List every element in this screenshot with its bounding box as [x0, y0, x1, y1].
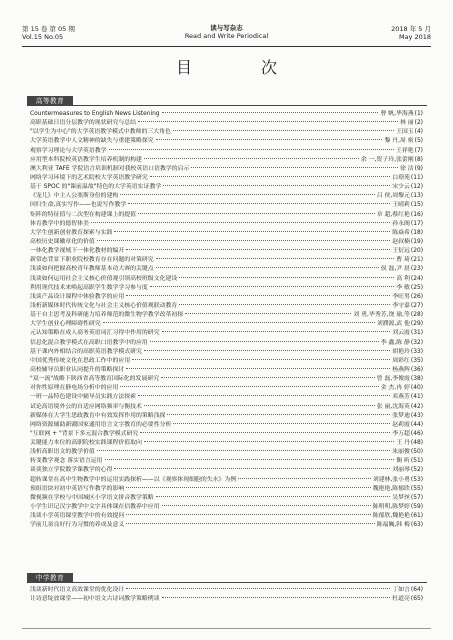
toc-entry[interactable]: [30, 247, 423, 256]
toc-entry[interactable]: [30, 192, 423, 201]
toc-entry-page: (40): [410, 385, 423, 392]
page-title: 目 次: [175, 58, 310, 77]
toc-entry-page: (15): [410, 202, 423, 209]
dot-leader: [179, 277, 394, 278]
toc-entry-author: 李旺男: [392, 293, 410, 300]
toc-entry-author: 李万超: [392, 430, 410, 437]
toc-entry[interactable]: [30, 375, 423, 384]
toc-entry-page: (9): [414, 165, 423, 172]
toc-entry-title: 矩阵的特征值与二次型在构建课上的提值: [30, 211, 137, 218]
toc-entry-author: 侯 磊,尹 晨: [380, 266, 410, 273]
dot-leader: [138, 121, 398, 122]
toc-entry-title: "以学生为中心"的大学英语教学模式中教师的三大角色: [30, 129, 171, 136]
section-label-secondary-education: 中学教育: [27, 573, 73, 583]
dot-leader: [97, 240, 390, 241]
dot-leader: [162, 112, 379, 113]
toc-entry[interactable]: [30, 302, 423, 311]
toc-entry[interactable]: [30, 256, 423, 265]
dot-leader: [126, 514, 370, 515]
toc-entry[interactable]: [30, 147, 423, 156]
toc-entry-page: (52): [410, 467, 423, 474]
dot-leader: [150, 286, 394, 287]
toc-entry-page: (21): [410, 257, 423, 264]
toc-entry[interactable]: [30, 448, 423, 457]
toc-entry-author: 林 丽: [399, 120, 414, 127]
toc-entry-title: 澳大利亚 TAFE 学院语言培训机制对我校英语口语教学的启示: [30, 165, 190, 172]
dot-leader: [144, 405, 375, 406]
journal-name: [22, 24, 431, 40]
toc-entry-title: 浅析新媒体时代传统文化与社会主义核心价值观联动教育: [30, 302, 178, 309]
toc-entry[interactable]: [30, 284, 423, 293]
dot-leader: [173, 130, 394, 131]
toc-entry-title: 关键能力本位的高职院校实践课程价值取向: [30, 440, 142, 447]
toc-entry-title: 高校辅导员职业认同提升的策略探讨: [30, 366, 125, 373]
dot-leader: [138, 213, 375, 214]
toc-entry-title: 网络资源辅助新疆国家通用语言文字教育的必要性分析: [30, 421, 172, 428]
toc-list-secondary-education: [30, 586, 423, 604]
toc-entry[interactable]: [30, 457, 423, 466]
dot-leader: [126, 523, 374, 524]
toc-entry-title: 浅谈小学英语课堂教学中的有效提问: [30, 513, 125, 520]
dot-leader: [120, 194, 374, 195]
dot-leader: [191, 167, 398, 168]
toc-entry-title: 浅谈产品设计课程中体验教学的应用: [30, 293, 125, 300]
toc-entry-page: (33): [410, 348, 423, 355]
toc-entry[interactable]: [30, 329, 423, 338]
dot-leader: [105, 459, 395, 460]
toc-entry-author: 赵莉霞: [392, 421, 410, 428]
dot-leader: [120, 386, 378, 387]
toc-entry-page: (25): [410, 284, 423, 291]
toc-entry[interactable]: [30, 238, 423, 247]
toc-entry-title: 试论高语境外公的自适应网络频率与衡技术: [30, 403, 142, 410]
issue-date: [391, 26, 431, 41]
toc-entry[interactable]: [30, 156, 423, 165]
toc-entry-page: (55): [410, 485, 423, 492]
toc-entry-title: 新常态背景下职业院校教育存在问题的对策研究: [30, 257, 154, 264]
footer-divider: [22, 628, 431, 629]
journal-name-cn: 读与写杂志: [210, 24, 243, 32]
toc-entry-page: (53): [410, 476, 423, 483]
toc-entry-author: 刘云霞: [392, 330, 410, 337]
dot-leader: [140, 432, 390, 433]
toc-entry[interactable]: [30, 412, 423, 421]
toc-entry-author: 衡 昕: [396, 458, 410, 465]
toc-entry[interactable]: [30, 393, 423, 402]
toc-entry[interactable]: [30, 183, 423, 192]
toc-entry-author: 高 利: [396, 275, 410, 282]
toc-entry-author: 陈明明,陈梦婷: [372, 504, 410, 511]
toc-entry-author: 陈焱希: [392, 229, 410, 236]
toc-entry-title: 让诗意绽放课堂——初中语文古诗词教学策略例谈: [30, 596, 160, 603]
toc-entry-page: (59): [410, 504, 423, 511]
toc-entry-author: 孙永阁: [392, 220, 410, 227]
toc-entry-page: (65): [410, 596, 423, 603]
dot-leader: [156, 267, 379, 268]
toc-entry-author: 刘濮源,武 他: [376, 321, 410, 328]
toc-entry[interactable]: [30, 311, 423, 320]
toc-entry-author: 邓燕芳: [392, 394, 410, 401]
toc-entry-author: 朱丽俊: [392, 449, 410, 456]
toc-entry-author: 王衍远: [392, 248, 410, 255]
toc-entry-page: (44): [410, 421, 423, 428]
dot-leader: [156, 258, 395, 259]
journal-name-en: Read and Write Periodical: [184, 32, 269, 40]
toc-entry-page: (38): [410, 376, 423, 383]
toc-entry-page: (1): [414, 111, 423, 117]
dot-leader: [103, 322, 375, 323]
dot-leader: [238, 478, 371, 479]
toc-entry-author: 李守嘉: [392, 302, 410, 309]
toc-entry-page: (36): [410, 366, 423, 373]
toc-entry-author: 金 杰,冉 婷: [380, 385, 410, 392]
dot-leader: [156, 496, 391, 497]
toc-entry-author: 张 丽,沈海英: [376, 403, 410, 410]
dot-leader: [126, 368, 390, 369]
toc-entry[interactable]: [30, 165, 423, 174]
toc-entry-page: (32): [410, 339, 423, 346]
section-divider: [73, 105, 427, 106]
toc-entry-title: 谈谈独立学院数学课教学的心得: [30, 467, 113, 474]
toc-entry[interactable]: [30, 320, 423, 329]
toc-entry-page: (63): [410, 522, 423, 529]
toc-entry[interactable]: [30, 110, 423, 119]
dot-leader: [163, 185, 390, 186]
toc-entry-page: (57): [410, 494, 423, 501]
toc-entry[interactable]: [30, 494, 423, 503]
toc-entry-title: 观察学习理论与大学英语教学: [30, 147, 107, 154]
toc-entry-page: (43): [410, 412, 423, 419]
toc-entry-author: 王国玉: [395, 129, 414, 136]
toc-entry-author: 王祥艳: [395, 147, 414, 154]
toc-entry-title: 一班一品特色建设中辅导员实践方法探索: [30, 394, 137, 401]
dot-leader: [128, 203, 390, 204]
toc-entry-title: 微视频在学校与中国城区小学语文拼音教学策略: [30, 494, 154, 501]
toc-entry-author: 徐 洁: [399, 165, 414, 172]
toc-entry[interactable]: [30, 485, 423, 494]
toc-entry-page: (31): [410, 330, 423, 337]
toc-entry-page: (48): [410, 440, 423, 447]
toc-entry-author: 宋少云: [392, 184, 410, 191]
toc-entry-author: 刘 勇,毕秀芳,饶 瑜,等: [353, 312, 410, 319]
toc-entry-title: 浅谈新时代语文高效课堂的优化设计: [30, 587, 125, 593]
toc-entry-page: (35): [410, 357, 423, 364]
toc-entry-page: (7): [414, 147, 423, 154]
toc-entry-author: 李 鑫,陈 静: [380, 339, 410, 346]
toc-entry-title: 信息化混合教学模式在高职口语教学中的应用: [30, 339, 148, 346]
toc-entry-page: (51): [410, 458, 423, 465]
toc-entry[interactable]: [30, 466, 423, 475]
toc-entry[interactable]: [30, 119, 423, 128]
toc-entry[interactable]: [30, 384, 423, 393]
toc-entry[interactable]: [30, 137, 423, 146]
toc-entry-page: (42): [410, 403, 423, 410]
toc-entry[interactable]: [30, 421, 423, 430]
toc-entry-author: 余 一,贺子玲,张蕾刚: [360, 156, 414, 163]
dot-leader: [162, 597, 391, 598]
toc-entry[interactable]: [30, 201, 423, 210]
toc-entry[interactable]: [30, 595, 423, 604]
toc-list-higher-education: [30, 110, 423, 530]
toc-entry-title: 浅谈如何把握高校青年教师基本功大赛的关键点: [30, 266, 154, 273]
toc-entry-page: (16): [410, 211, 423, 218]
dot-leader: [138, 395, 390, 396]
dot-leader: [109, 149, 394, 150]
toc-entry-page: (8): [414, 156, 423, 163]
toc-entry-title: 超转课堂在高中生物教学中的运用实践探析——以《观察体现细胞的失水》为例: [30, 476, 237, 483]
toc-entry-author: 陈郁欣,魏艳艳: [372, 513, 410, 520]
toc-entry-author: 曹 帆,华海燕: [380, 111, 414, 117]
toc-entry[interactable]: [30, 366, 423, 375]
toc-entry-page: (23): [410, 266, 423, 273]
toc-entry-title: 对你性原理在静电场分析中的应用: [30, 385, 119, 392]
toc-entry-author: 李 敏: [396, 284, 410, 291]
toc-entry-title: 高校历史课徽章化的价值: [30, 238, 95, 245]
dot-leader: [132, 359, 390, 360]
dot-leader: [126, 249, 390, 250]
toc-entry-author: 王 丹: [396, 440, 410, 447]
toc-entry-title: 大学生创新创业教育探索与实践: [30, 229, 113, 236]
toc-entry-title: 浅谈如何运用社会主义核心价值观引领高校班级文化建设: [30, 275, 178, 282]
toc-entry-page: (13): [410, 193, 423, 200]
toc-entry-title: 大学生创业心理障碍性研究: [30, 321, 101, 328]
toc-entry-page: (17): [410, 220, 423, 227]
volume-cn: 第 15 卷 第 05 期: [22, 25, 75, 33]
toc-entry-page: (18): [410, 229, 423, 236]
toc-entry[interactable]: [30, 220, 423, 229]
toc-entry-title: 网络学习环境下的艺术院校大学英语教学研究: [30, 174, 148, 181]
dot-leader: [91, 222, 390, 223]
toc-entry[interactable]: [30, 430, 423, 439]
dot-leader: [114, 231, 390, 232]
toc-entry-title: 基于课内外相结合的高职英语教学模式研究: [30, 348, 142, 355]
toc-entry[interactable]: [30, 476, 423, 485]
dot-leader: [167, 414, 390, 415]
dot-leader: [161, 377, 375, 378]
journal-header: [22, 20, 431, 46]
toc-entry-page: (26): [410, 293, 423, 300]
dot-leader: [150, 341, 379, 342]
dot-leader: [144, 158, 359, 159]
toc-entry[interactable]: [30, 265, 423, 274]
section-divider: [73, 582, 427, 583]
dot-leader: [144, 441, 394, 442]
toc-entry-title: 大学英语教学中人文精神的缺失与重建策略探究: [30, 138, 154, 145]
dot-leader: [162, 505, 371, 506]
toc-entry-author: 赵叔楠: [392, 238, 410, 245]
toc-entry-author: 刘建林,张小勇: [372, 476, 410, 483]
toc-entry-author: 黎 丹,周 密: [384, 138, 414, 145]
toc-entry[interactable]: [30, 229, 423, 238]
dot-leader: [162, 331, 391, 332]
toc-entry[interactable]: [30, 521, 423, 530]
toc-entry-author: 白璟苑: [392, 174, 410, 181]
toc-entry-page: (61): [410, 513, 423, 520]
dot-leader: [150, 176, 390, 177]
toc-entry-author: 曹 琦: [396, 257, 410, 264]
toc-entry-title: 学前儿童良好行为习惯的养成及意义: [30, 522, 125, 529]
toc-entry-author: 胡艳玲: [392, 348, 410, 355]
toc-entry[interactable]: [30, 586, 423, 595]
toc-entry-author: 周彩红: [392, 357, 410, 364]
toc-entry[interactable]: [30, 512, 423, 521]
toc-entry-author: 刘丽琴: [392, 467, 410, 474]
dot-leader: [114, 468, 390, 469]
toc-entry-page: (12): [410, 184, 423, 191]
toc-entry-author: 杜道亮: [392, 596, 410, 603]
toc-entry-title: 应用型本科院校英语教学生培养机制的构建: [30, 156, 142, 163]
toc-entry-page: (46): [410, 430, 423, 437]
toc-entry[interactable]: [30, 339, 423, 348]
toc-entry-page: (50): [410, 449, 423, 456]
toc-entry-page: (24): [410, 275, 423, 282]
dot-leader: [126, 295, 390, 296]
toc-entry-page: (28): [410, 312, 423, 319]
toc-entry-page: (11): [410, 174, 423, 181]
toc-entry[interactable]: [30, 357, 423, 366]
dot-leader: [173, 423, 390, 424]
dot-leader: [156, 139, 383, 140]
toc-entry-title: 一体化教学视域下一体化教材的编开: [30, 248, 125, 255]
toc-entry-page: (2): [414, 120, 423, 127]
header-divider: [22, 46, 431, 47]
dot-leader: [126, 588, 390, 589]
toc-entry[interactable]: [30, 503, 423, 512]
toc-entry-author: 杨燕辉: [392, 366, 410, 373]
toc-entry-title: 回归生命,真实写作——也说写作教学: [30, 202, 127, 209]
volume-en: Vol.15 No.05: [22, 32, 64, 41]
toc-entry-title: 基于自主思考及科研能力培养师范的微生物学教学改革初探: [30, 312, 184, 319]
toc-entry-author: 张梦迪: [392, 412, 410, 419]
issue-date-en: May 2018: [398, 32, 431, 41]
toc-entry-title: 体育教学中的德智体美: [30, 220, 89, 227]
toc-entry-author: 曾 磊,李俊霞: [376, 376, 410, 383]
toc-entry-title: 转变教学观念 落实语言运用: [30, 458, 103, 465]
dot-leader: [144, 350, 390, 351]
toc-entry-title: 基于 SPOC 的"课前温故"特色的大学英语实证教学: [30, 184, 162, 191]
toc-entry[interactable]: [30, 439, 423, 448]
toc-entry-title: 《宠儿》中主人公塞斯身份的建构: [30, 193, 119, 200]
toc-entry-title: 浅析高职语文的教学价值: [30, 449, 95, 456]
toc-entry-title: "互联网 + "背景下多元混合教学模式研究: [30, 430, 139, 437]
toc-entry-author: 陈福巍,韩 梅: [376, 522, 410, 529]
toc-entry-title: 利用现代技术来唤起高职学生数学学习参与度: [30, 284, 148, 291]
toc-entry-author: 魏艳艳,陈郁欣: [372, 485, 410, 492]
toc-entry-title: Countermeasures to English News Listening: [30, 111, 160, 117]
dot-leader: [179, 304, 390, 305]
toc-entry-author: 吴梦丝: [392, 494, 410, 501]
dot-leader: [185, 313, 351, 314]
toc-entry-author: 丁如言: [392, 587, 410, 593]
toc-entry-title: 中国优秀传统文化在思政工作中的应用: [30, 357, 131, 364]
toc-entry[interactable]: [30, 275, 423, 284]
toc-entry-title: "双一流"战略下陕西省高等教育国际化的发展研究: [30, 376, 160, 383]
toc-entry[interactable]: [30, 174, 423, 183]
toc-entry-author: 王晴莉: [392, 202, 410, 209]
toc-entry[interactable]: [30, 211, 423, 220]
toc-entry-page: (4): [414, 129, 423, 136]
issue-date-cn: 2018 年 5 月: [391, 25, 431, 33]
toc-entry-page: (29): [410, 321, 423, 328]
toc-entry-page: (5): [414, 138, 423, 145]
toc-entry-author: 章 超,蔡红艳: [376, 211, 410, 218]
toc-entry-author: 吕 侠,周黎元: [376, 193, 410, 200]
toc-entry-title: 高职基础日语分层教学的现状研究与总结: [30, 120, 137, 127]
toc-entry-page: (41): [410, 394, 423, 401]
toc-entry-title: 小学生识记汉字教学中文字具体课在信教养中应用: [30, 504, 160, 511]
dot-leader: [126, 487, 370, 488]
dot-leader: [97, 450, 390, 451]
toc-entry-page: (27): [410, 302, 423, 309]
toc-entry-title: 预组语块对初中英语写作教学的影响: [30, 485, 125, 492]
toc-entry[interactable]: [30, 128, 423, 137]
toc-entry-page: (19): [410, 238, 423, 245]
toc-entry[interactable]: [30, 348, 423, 357]
section-label-higher-education: 高等教育: [27, 96, 73, 106]
toc-entry-title: 新媒体在大学生思政教育中有效发挥作用的策略浅探: [30, 412, 166, 419]
toc-entry-title: 元认知策略在成人商务英语词汇习得中作用的研究: [30, 330, 160, 337]
toc-entry[interactable]: [30, 293, 423, 302]
toc-entry-page: (64): [410, 587, 423, 593]
toc-entry-page: (20): [410, 248, 423, 255]
toc-entry[interactable]: [30, 403, 423, 412]
